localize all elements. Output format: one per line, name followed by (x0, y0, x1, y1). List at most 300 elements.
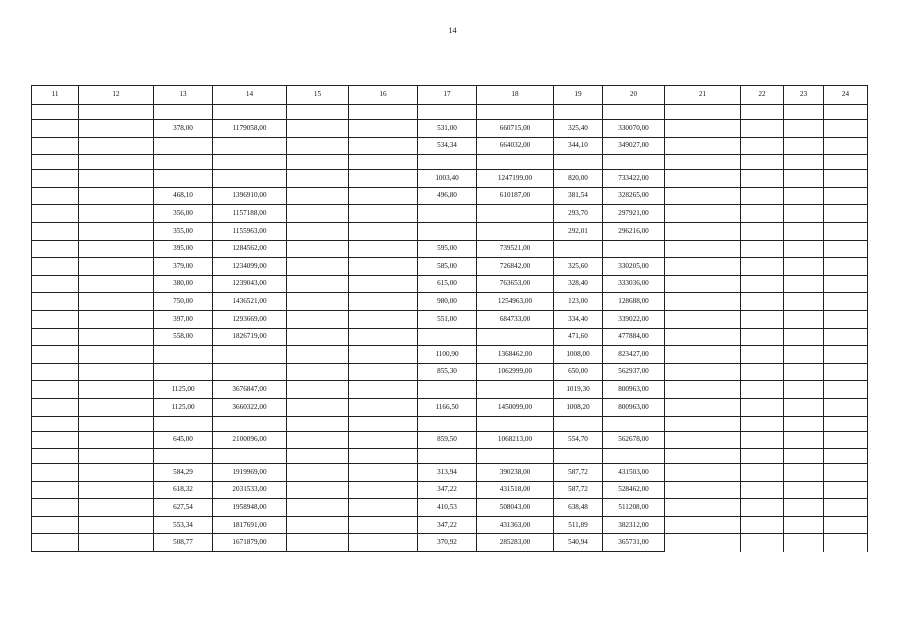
table-cell: 1284562,00 (213, 240, 287, 258)
table-cell (32, 416, 79, 431)
table-cell (665, 449, 741, 464)
table-cell (784, 240, 824, 258)
table-cell (741, 105, 784, 120)
table-cell: 627,54 (154, 499, 213, 517)
table-cell (784, 398, 824, 416)
table-cell (287, 516, 349, 534)
table-cell: 562678,00 (603, 431, 665, 449)
table-cell: 585,00 (418, 258, 477, 276)
table-cell: 1826719,00 (213, 328, 287, 346)
table-row (32, 105, 868, 120)
table-cell: 1817691,00 (213, 516, 287, 534)
table-cell: 1157188,00 (213, 205, 287, 223)
table-cell (79, 240, 154, 258)
table-cell (784, 205, 824, 223)
table-row (32, 120, 868, 138)
table-cell (32, 464, 79, 482)
table-cell (741, 534, 784, 552)
table-cell (784, 120, 824, 138)
table-cell (287, 170, 349, 188)
table-cell (784, 137, 824, 155)
table-cell (824, 120, 868, 138)
table-cell (741, 155, 784, 170)
table-cell (784, 222, 824, 240)
table-cell (79, 363, 154, 381)
table-cell (824, 346, 868, 364)
table-cell (554, 155, 603, 170)
table-cell (824, 240, 868, 258)
table-cell (477, 416, 554, 431)
table-cell (287, 258, 349, 276)
column-header: 19 (554, 86, 603, 105)
table-cell: 330205,00 (603, 258, 665, 276)
table-cell (79, 346, 154, 364)
table-cell (824, 464, 868, 482)
table-cell: 328,40 (554, 275, 603, 293)
table-cell: 3676847,00 (213, 381, 287, 399)
table-cell (79, 120, 154, 138)
table-cell: 123,00 (554, 293, 603, 311)
table-cell (213, 170, 287, 188)
table-cell (824, 170, 868, 188)
table-cell (824, 431, 868, 449)
table-row (32, 187, 868, 205)
table-cell (349, 416, 418, 431)
table-cell: 1239043,00 (213, 275, 287, 293)
table-cell (824, 137, 868, 155)
table-cell (665, 499, 741, 517)
table-row (32, 155, 868, 170)
table-cell: 534,34 (418, 137, 477, 155)
table-cell (665, 105, 741, 120)
table-cell (665, 120, 741, 138)
table-cell (665, 398, 741, 416)
table-cell (824, 187, 868, 205)
table-row (32, 293, 868, 311)
table-cell: 660715,00 (477, 120, 554, 138)
table-cell (665, 481, 741, 499)
table-cell (418, 381, 477, 399)
table-cell: 334,40 (554, 310, 603, 328)
table-row (32, 275, 868, 293)
table-cell: 1003,40 (418, 170, 477, 188)
table-cell (79, 258, 154, 276)
table-cell (32, 363, 79, 381)
table-cell (287, 310, 349, 328)
table-cell (287, 155, 349, 170)
table-cell (784, 258, 824, 276)
table-cell: 733422,00 (603, 170, 665, 188)
table-cell: 551,00 (418, 310, 477, 328)
table-cell: 468,10 (154, 187, 213, 205)
table-cell: 508,77 (154, 534, 213, 552)
table-cell (603, 240, 665, 258)
table-cell: 540,94 (554, 534, 603, 552)
table-cell (349, 516, 418, 534)
table-row (32, 346, 868, 364)
table-cell (32, 449, 79, 464)
table-cell: 1396910,00 (213, 187, 287, 205)
table-cell: 1671879,00 (213, 534, 287, 552)
table-cell (287, 499, 349, 517)
table-cell (784, 449, 824, 464)
table-cell (287, 381, 349, 399)
table-cell (741, 187, 784, 205)
table-cell (79, 516, 154, 534)
table-cell (79, 449, 154, 464)
table-cell (79, 275, 154, 293)
table-cell: 379,00 (154, 258, 213, 276)
table-cell (665, 258, 741, 276)
table-cell (213, 449, 287, 464)
table-cell (213, 346, 287, 364)
table-cell: 859,50 (418, 431, 477, 449)
table-row (32, 534, 868, 552)
table-cell (784, 416, 824, 431)
table-cell (418, 205, 477, 223)
table-cell (665, 137, 741, 155)
table-cell (79, 431, 154, 449)
table-cell: 615,00 (418, 275, 477, 293)
table-cell (741, 240, 784, 258)
table-cell (287, 222, 349, 240)
table-row (32, 205, 868, 223)
table-cell (665, 464, 741, 482)
table-cell (213, 363, 287, 381)
table-cell: 390238,00 (477, 464, 554, 482)
table-cell: 1068213,00 (477, 431, 554, 449)
table-cell (79, 481, 154, 499)
table-cell: 511208,00 (603, 499, 665, 517)
table-cell (824, 416, 868, 431)
table-cell (418, 449, 477, 464)
table-cell: 553,34 (154, 516, 213, 534)
table-cell (32, 258, 79, 276)
table-cell (79, 499, 154, 517)
table-cell: 365731,00 (603, 534, 665, 552)
table-cell (665, 275, 741, 293)
column-header: 15 (287, 86, 349, 105)
table-cell (741, 120, 784, 138)
table-cell (784, 363, 824, 381)
table-cell (32, 170, 79, 188)
table-cell (79, 398, 154, 416)
table-cell (741, 346, 784, 364)
table-cell (741, 258, 784, 276)
table-cell (32, 137, 79, 155)
table-cell (418, 416, 477, 431)
table-cell: 1125,00 (154, 381, 213, 399)
table-cell (154, 346, 213, 364)
table-cell (665, 205, 741, 223)
table-cell: 1919969,00 (213, 464, 287, 482)
table-cell (665, 431, 741, 449)
table-cell: 511,89 (554, 516, 603, 534)
table-cell (603, 449, 665, 464)
table-cell (824, 105, 868, 120)
table-cell (213, 416, 287, 431)
table-cell: 431503,00 (603, 464, 665, 482)
table-cell (603, 416, 665, 431)
table-cell (477, 222, 554, 240)
table-cell (287, 431, 349, 449)
table-cell: 395,00 (154, 240, 213, 258)
table-cell (824, 275, 868, 293)
table-cell (741, 363, 784, 381)
table-cell (784, 481, 824, 499)
table-cell (79, 170, 154, 188)
table-cell: 1450099,00 (477, 398, 554, 416)
table-cell (784, 293, 824, 311)
table-cell: 1436521,00 (213, 293, 287, 311)
table-cell (79, 381, 154, 399)
table-cell: 1254963,00 (477, 293, 554, 311)
table-cell (824, 155, 868, 170)
table-cell (554, 240, 603, 258)
table-cell: 285283,00 (477, 534, 554, 552)
table-cell (349, 328, 418, 346)
table-cell: 397,00 (154, 310, 213, 328)
table-cell: 1179058,00 (213, 120, 287, 138)
table-cell (784, 346, 824, 364)
table-cell (741, 381, 784, 399)
table-cell (418, 105, 477, 120)
table-cell: 820,00 (554, 170, 603, 188)
table-cell: 650,00 (554, 363, 603, 381)
table-cell: 297921,00 (603, 205, 665, 223)
table-cell: 1008,20 (554, 398, 603, 416)
table-cell (349, 105, 418, 120)
table-cell (824, 310, 868, 328)
column-header: 14 (213, 86, 287, 105)
table-cell: 355,00 (154, 222, 213, 240)
table-cell (784, 464, 824, 482)
table-cell (477, 328, 554, 346)
table-row (32, 328, 868, 346)
table-cell (32, 516, 79, 534)
table-cell (349, 310, 418, 328)
table-cell: 531,00 (418, 120, 477, 138)
table-cell (741, 416, 784, 431)
table-cell: 370,92 (418, 534, 477, 552)
table-cell (287, 105, 349, 120)
table-cell: 1125,00 (154, 398, 213, 416)
table-cell (784, 516, 824, 534)
table-cell (349, 137, 418, 155)
table-cell (349, 398, 418, 416)
table-cell: 528462,00 (603, 481, 665, 499)
table-row (32, 363, 868, 381)
table-row (32, 310, 868, 328)
table-cell (477, 105, 554, 120)
table-cell (349, 464, 418, 482)
table-cell (665, 293, 741, 311)
table-cell (784, 155, 824, 170)
table-cell (741, 398, 784, 416)
table-cell (349, 363, 418, 381)
table-row (32, 381, 868, 399)
table-cell: 855,30 (418, 363, 477, 381)
column-header: 24 (824, 86, 868, 105)
table-cell (741, 464, 784, 482)
table-cell (824, 481, 868, 499)
table-cell (79, 534, 154, 552)
table-cell (287, 205, 349, 223)
table-cell (824, 222, 868, 240)
table-cell (32, 275, 79, 293)
table-cell (32, 534, 79, 552)
table-cell (349, 170, 418, 188)
table-cell: 684733,00 (477, 310, 554, 328)
table-cell: 739521,00 (477, 240, 554, 258)
table-cell (554, 416, 603, 431)
table-cell (32, 328, 79, 346)
table-cell (287, 120, 349, 138)
table-cell (32, 346, 79, 364)
table-cell (665, 222, 741, 240)
table-cell (784, 310, 824, 328)
table-cell: 800963,00 (603, 381, 665, 399)
table-cell (32, 120, 79, 138)
table-cell (79, 416, 154, 431)
table-row (32, 431, 868, 449)
table-cell (79, 222, 154, 240)
table-cell (784, 105, 824, 120)
column-header: 16 (349, 86, 418, 105)
table-cell (554, 449, 603, 464)
table-cell (741, 481, 784, 499)
table-cell (287, 346, 349, 364)
table-cell (154, 363, 213, 381)
table-cell (32, 105, 79, 120)
table-cell (603, 155, 665, 170)
table-cell: 410,53 (418, 499, 477, 517)
table-cell (349, 431, 418, 449)
table-cell (79, 464, 154, 482)
table-cell (349, 534, 418, 552)
table-cell: 293,70 (554, 205, 603, 223)
table-cell: 726842,00 (477, 258, 554, 276)
header-row (32, 86, 868, 105)
table-cell: 2031533,00 (213, 481, 287, 499)
table-cell: 595,00 (418, 240, 477, 258)
table-cell (32, 481, 79, 499)
page-number: 14 (448, 26, 457, 35)
table-cell: 1368462,00 (477, 346, 554, 364)
table-cell (32, 431, 79, 449)
table-row (32, 416, 868, 431)
table-cell (79, 105, 154, 120)
table-cell (287, 449, 349, 464)
column-header: 13 (154, 86, 213, 105)
table-cell (349, 381, 418, 399)
table-cell (741, 222, 784, 240)
table-cell (79, 293, 154, 311)
table-cell (665, 516, 741, 534)
table-cell (287, 275, 349, 293)
table-cell: 645,00 (154, 431, 213, 449)
table-cell: 339022,00 (603, 310, 665, 328)
table-cell: 1247199,00 (477, 170, 554, 188)
table-cell (349, 222, 418, 240)
table-cell (665, 381, 741, 399)
table-row (32, 499, 868, 517)
table-cell: 554,70 (554, 431, 603, 449)
table-cell: 325,60 (554, 258, 603, 276)
table-cell: 496,80 (418, 187, 477, 205)
table-cell (824, 363, 868, 381)
table-cell (349, 499, 418, 517)
table-cell: 344,10 (554, 137, 603, 155)
table-cell: 296216,00 (603, 222, 665, 240)
table-cell (784, 275, 824, 293)
table-cell (32, 310, 79, 328)
table-cell (824, 534, 868, 552)
table-cell (784, 328, 824, 346)
table-cell (287, 363, 349, 381)
table-cell (784, 431, 824, 449)
table-cell (349, 275, 418, 293)
table-cell (154, 105, 213, 120)
table-cell: 587,72 (554, 481, 603, 499)
table-cell (349, 205, 418, 223)
column-header: 20 (603, 86, 665, 105)
table-cell (287, 187, 349, 205)
table-cell (665, 534, 741, 552)
table-cell (741, 170, 784, 188)
table-cell (32, 240, 79, 258)
table-cell (418, 328, 477, 346)
table-cell: 325,40 (554, 120, 603, 138)
table-cell (79, 328, 154, 346)
table-cell (79, 310, 154, 328)
table-row (32, 464, 868, 482)
table-cell: 128688,00 (603, 293, 665, 311)
table-cell (477, 381, 554, 399)
column-header: 17 (418, 86, 477, 105)
table-cell (287, 416, 349, 431)
table-cell (784, 534, 824, 552)
table-cell (213, 155, 287, 170)
table-cell (349, 293, 418, 311)
table-row (32, 516, 868, 534)
table-cell (824, 328, 868, 346)
table-cell (665, 240, 741, 258)
table-cell (154, 170, 213, 188)
table-cell: 1293669,00 (213, 310, 287, 328)
table-cell: 1958948,00 (213, 499, 287, 517)
table-cell: 347,22 (418, 481, 477, 499)
table-cell (287, 464, 349, 482)
column-header: 21 (665, 86, 741, 105)
table-cell (32, 222, 79, 240)
table-cell (554, 105, 603, 120)
table-cell: 1062999,00 (477, 363, 554, 381)
table-cell: 333036,00 (603, 275, 665, 293)
table-cell (349, 481, 418, 499)
table-cell (665, 170, 741, 188)
column-header: 22 (741, 86, 784, 105)
table-cell (349, 346, 418, 364)
table-row (32, 240, 868, 258)
table-cell (741, 205, 784, 223)
table-cell (665, 363, 741, 381)
table-cell (741, 431, 784, 449)
table-cell (213, 137, 287, 155)
table-cell (287, 293, 349, 311)
table-cell (665, 187, 741, 205)
table-cell (477, 155, 554, 170)
